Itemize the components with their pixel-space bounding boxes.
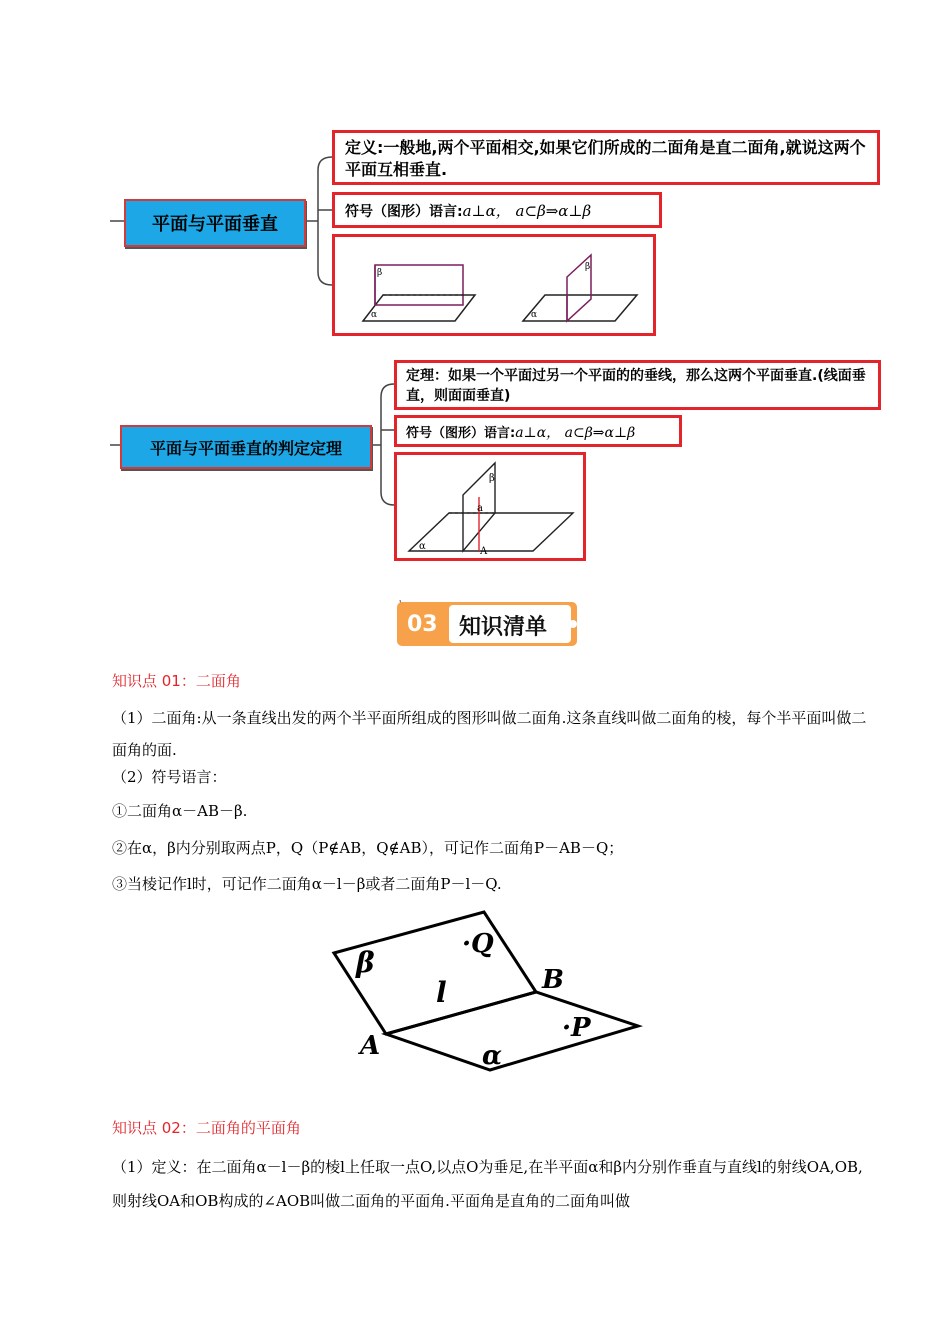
fig-beta: β bbox=[356, 946, 375, 979]
fig-B: B bbox=[542, 965, 564, 995]
theorem-text: 定理：如果一个平面过另一个平面的的垂线，那么这两个平面垂直.(线面垂直，则面面垂直) bbox=[406, 368, 866, 404]
theorem-box bbox=[394, 360, 881, 410]
beta-label-1b: β bbox=[585, 262, 591, 272]
beta-label-2: β bbox=[489, 473, 495, 484]
fig-alpha: α bbox=[482, 1041, 503, 1071]
kp1-item1: ①二面角α－AB－β. bbox=[112, 802, 248, 820]
A-label-2: A bbox=[480, 546, 488, 557]
kp1-title: 知识点 01：二面角 bbox=[112, 672, 241, 690]
badge-number: 03 bbox=[407, 612, 438, 637]
badge-title: 知识清单 bbox=[459, 615, 548, 640]
dihedral-angle-figure bbox=[320, 900, 660, 1080]
symbol-box-1 bbox=[332, 192, 662, 228]
definition-text: 定义:一般地,两个平面相交,如果它们所成的二面角是直二面角,就说这两个平面互相垂直. bbox=[345, 138, 866, 179]
symbol-label-2: 符号（图形）语言: bbox=[406, 426, 516, 441]
section-badge bbox=[397, 600, 577, 646]
mindmap1-node-label: 平面与平面垂直 bbox=[152, 214, 278, 235]
fig-l: l bbox=[436, 976, 447, 1009]
beta-label-1a: β bbox=[377, 268, 383, 278]
kp1-item3: ③当棱记作l时，可记作二面角α－l－β或者二面角P－l－Q. bbox=[112, 875, 502, 893]
perpendicular-planes-figure bbox=[335, 237, 653, 333]
fig-Q: ·Q bbox=[462, 929, 494, 959]
alpha-label-1a: α bbox=[371, 310, 378, 320]
definition-box bbox=[332, 130, 880, 185]
kp1-para2: （2）符号语言： bbox=[112, 768, 227, 786]
mindmap2-node bbox=[120, 425, 372, 469]
symbol-expr-1: a⊥α， a⊂β⇒α⊥β bbox=[462, 202, 592, 220]
a-label-2: a bbox=[477, 503, 483, 514]
kp2-para1: （1）定义：在二面角α－l－β的棱l上任取一点O,以点O为垂足,在半平面α和β内分别作垂直与直线l的射线OA,OB,则射线OA和OB构成的∠AOB叫做二面角的平面角.平面角是直角的二面角叫做 bbox=[112, 1158, 863, 1210]
judgement-theorem-figure bbox=[397, 455, 583, 558]
fig-A: A bbox=[360, 1031, 381, 1061]
symbol-expr-2: a⊥α， a⊂β⇒α⊥β bbox=[515, 425, 636, 441]
mindmap2-node-label: 平面与平面垂直的判定定理 bbox=[149, 438, 342, 458]
alpha-label-1b: α bbox=[531, 310, 538, 320]
kp1-para1: （1）二面角:从一条直线出发的两个半平面所组成的图形叫做二面角.这条直线叫做二面角的棱，每个半平面叫做二面角的面. bbox=[112, 709, 867, 759]
symbol-label-1: 符号（图形）语言: bbox=[345, 204, 463, 220]
kp1-item2: ②在α，β内分别取两点P，Q（P∉AB，Q∉AB），可记作二面角P－AB－Q； bbox=[112, 839, 624, 857]
fig-P: ·P bbox=[562, 1013, 591, 1043]
figure-box-1 bbox=[332, 234, 656, 336]
symbol-box-2 bbox=[394, 415, 682, 447]
mindmap1-node bbox=[124, 199, 306, 247]
alpha-label-2: α bbox=[419, 541, 426, 552]
figure-box-2 bbox=[394, 452, 586, 561]
kp2-title: 知识点 02：二面角的平面角 bbox=[112, 1119, 301, 1137]
